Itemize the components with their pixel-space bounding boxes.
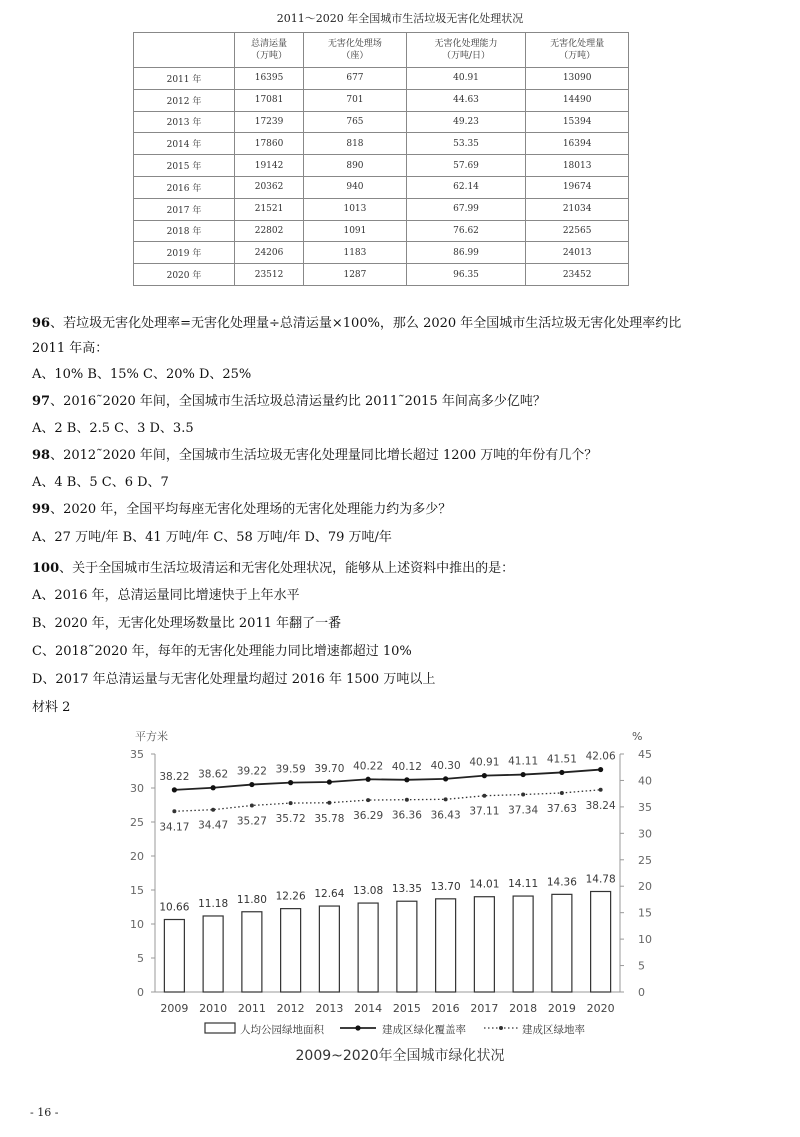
x-tick-label: 2011: [237, 1002, 266, 1015]
table-cell: 49.23: [406, 111, 526, 133]
table-header-cell: [134, 33, 235, 68]
table-cell: 22565: [526, 220, 629, 242]
coverage-data-label: 39.59: [275, 763, 306, 776]
header-line-2: （万吨/日）: [442, 51, 491, 61]
bar-data-label: 13.70: [430, 880, 461, 893]
green-space-data-label: 34.17: [159, 821, 190, 834]
question-number: 98: [32, 448, 51, 463]
coverage-data-label: 38.62: [198, 768, 229, 781]
question-98: [32, 444, 597, 463]
table-cell: 677: [304, 68, 407, 90]
table-row: [134, 133, 629, 155]
bar-per-capita-park-area: [591, 891, 611, 992]
bar-data-label: 14.11: [508, 878, 539, 891]
table-cell: 940: [304, 176, 407, 198]
green-space-data-label: 38.24: [585, 799, 616, 812]
bar-data-label: 12.26: [275, 890, 306, 903]
table-cell: 24013: [526, 242, 629, 264]
table-row: [134, 242, 629, 264]
chart-title: 2009~2020年全国城市绿化状况: [295, 1048, 505, 1064]
right-tick-label: 40: [638, 774, 652, 788]
x-tick-label: 2013: [315, 1002, 344, 1015]
table-cell: 701: [304, 89, 407, 111]
table-cell: 2011 年: [134, 68, 235, 90]
question-100: [32, 557, 514, 576]
table-row: [134, 198, 629, 220]
point-green-space-rate: [172, 809, 176, 813]
table-row: [134, 176, 629, 198]
point-coverage-rate: [598, 767, 603, 772]
table-cell: 18013: [526, 155, 629, 177]
green-space-data-label: 36.43: [430, 809, 461, 822]
table-cell: 16395: [235, 68, 304, 90]
coverage-data-label: 40.22: [353, 760, 384, 773]
bar-data-label: 13.08: [353, 885, 384, 898]
green-space-data-label: 35.27: [236, 815, 267, 828]
question-100-option-c: C、2018˜2020 年，每年的无害化处理能力同比增速都超过 10%: [32, 644, 412, 659]
left-tick-label: 0: [137, 986, 144, 999]
table-cell: 2012 年: [134, 89, 235, 111]
question-97-options: A、2 B、2.5 C、3 D、3.5: [32, 421, 194, 436]
header-line-1: 总清运量: [251, 39, 288, 49]
right-axis-label: %: [632, 730, 643, 743]
table-cell: 2019 年: [134, 242, 235, 264]
point-green-space-rate: [211, 808, 215, 812]
table-cell: 2020 年: [134, 264, 235, 286]
point-green-space-rate: [521, 793, 525, 797]
header-line-2: （万吨）: [251, 51, 288, 61]
table-cell: 17860: [235, 133, 304, 155]
bar-data-label: 14.78: [585, 873, 616, 886]
right-tick-label: 10: [638, 933, 652, 947]
point-coverage-rate: [249, 782, 254, 787]
question-96-options: A、10% B、15% C、20% D、25%: [32, 367, 252, 382]
point-green-space-rate: [250, 803, 254, 807]
legend-label: 建成区绿地率: [522, 1024, 585, 1036]
bar-per-capita-park-area: [319, 906, 339, 992]
question-100-option-b: B、2020 年，无害化处理场数量比 2011 年翻了一番: [32, 616, 342, 631]
table-row: [134, 89, 629, 111]
point-coverage-rate: [172, 787, 177, 792]
x-tick-label: 2014: [354, 1002, 383, 1015]
table-cell: 1013: [304, 198, 407, 220]
left-tick-label: 5: [137, 952, 144, 965]
question-text: 、2020 年，全国平均每座无害化处理场的无害化处理能力约为多少？: [50, 502, 452, 517]
right-tick-label: 0: [638, 986, 645, 999]
question-number: 97: [32, 394, 51, 409]
coverage-data-label: 40.30: [430, 759, 461, 772]
question-number: 99: [32, 502, 51, 517]
table-cell: 14490: [526, 89, 629, 111]
green-space-data-label: 36.36: [391, 809, 422, 822]
bar-per-capita-park-area: [513, 896, 533, 992]
right-tick-label: 35: [638, 800, 652, 814]
material-label: 材料 2: [32, 700, 71, 715]
table-cell: 20362: [235, 176, 304, 198]
legend-line-marker: [355, 1025, 360, 1030]
table-cell: 1091: [304, 220, 407, 242]
table-cell: 67.99: [406, 198, 526, 220]
table-header-cell: [406, 33, 526, 68]
table-cell: 890: [304, 155, 407, 177]
bar-per-capita-park-area: [474, 897, 494, 992]
table-cell: 2018 年: [134, 220, 235, 242]
bar-data-label: 11.18: [198, 897, 229, 910]
table-cell: 16394: [526, 133, 629, 155]
bar-data-label: 11.80: [236, 893, 267, 906]
bar-data-label: 14.01: [469, 878, 500, 891]
table-cell: 2015 年: [134, 155, 235, 177]
table-cell: 15394: [526, 111, 629, 133]
coverage-data-label: 41.11: [508, 755, 539, 768]
right-tick-label: 30: [638, 827, 652, 841]
table-cell: 21521: [235, 198, 304, 220]
bar-per-capita-park-area: [203, 916, 223, 992]
table-row: [134, 264, 629, 286]
coverage-data-label: 41.51: [546, 753, 577, 766]
bar-per-capita-park-area: [164, 920, 184, 992]
coverage-data-label: 39.22: [236, 765, 267, 778]
point-coverage-rate: [443, 776, 448, 781]
table-cell: 57.69: [406, 155, 526, 177]
bar-per-capita-park-area: [397, 901, 417, 992]
table-cell: 86.99: [406, 242, 526, 264]
point-green-space-rate: [444, 797, 448, 801]
table-cell: 40.91: [406, 68, 526, 90]
question-99-options: A、27 万吨/年 B、41 万吨/年 C、58 万吨/年 D、79 万吨/年: [32, 530, 392, 545]
bar-per-capita-park-area: [436, 899, 456, 992]
table-header-cell: [526, 33, 629, 68]
x-tick-label: 2018: [509, 1002, 538, 1015]
table-cell: 2013 年: [134, 111, 235, 133]
x-tick-label: 2012: [276, 1002, 305, 1015]
x-tick-label: 2010: [199, 1002, 228, 1015]
greening-chart: [0, 720, 800, 1075]
table-cell: 53.35: [406, 133, 526, 155]
table-cell: 24206: [235, 242, 304, 264]
green-space-data-label: 37.63: [546, 802, 577, 815]
left-tick-label: 35: [130, 748, 144, 761]
header-line-1: 无害化处理量: [550, 39, 605, 49]
question-text: 、关于全国城市生活垃圾清运和无害化处理状况，能够从上述资料中推出的是：: [59, 561, 515, 576]
question-98-options: A、4 B、5 C、6 D、7: [32, 475, 169, 490]
point-coverage-rate: [404, 777, 409, 782]
point-coverage-rate: [482, 773, 487, 778]
point-green-space-rate: [327, 801, 331, 805]
question-number: 96: [32, 316, 51, 331]
table-cell: 76.62: [406, 220, 526, 242]
table-cell: 17239: [235, 111, 304, 133]
data-table: [133, 32, 629, 286]
header-line-1: 无害化处理场: [327, 39, 382, 49]
table-header-cell: [304, 33, 407, 68]
table-row: [134, 111, 629, 133]
legend-dotted-marker: [499, 1026, 503, 1030]
left-tick-label: 10: [130, 918, 144, 931]
right-tick-label: 15: [638, 906, 652, 920]
question-text: 、2012˜2020 年间，全国城市生活垃圾无害化处理量同比增长超过 1200 万吨的年份有几个？: [50, 448, 598, 463]
header-line-1: 无害化处理能力: [434, 39, 498, 49]
right-tick-label: 5: [638, 959, 645, 973]
table-cell: 2014 年: [134, 133, 235, 155]
left-axis-label: 平方米: [135, 730, 168, 743]
bar-data-label: 13.35: [391, 883, 422, 896]
question-96: [32, 312, 681, 331]
table-cell: 1183: [304, 242, 407, 264]
point-coverage-rate: [366, 777, 371, 782]
table-row: [134, 220, 629, 242]
point-green-space-rate: [289, 801, 293, 805]
bar-per-capita-park-area: [281, 909, 301, 992]
x-tick-label: 2009: [160, 1002, 189, 1015]
legend-label: 人均公园绿地面积: [240, 1024, 324, 1036]
table-cell: 2016 年: [134, 176, 235, 198]
table-cell: 21034: [526, 198, 629, 220]
bar-data-label: 10.66: [159, 901, 190, 914]
green-space-data-label: 35.72: [275, 813, 306, 826]
table-cell: 19674: [526, 176, 629, 198]
left-tick-label: 30: [130, 782, 144, 795]
bar-data-label: 14.36: [546, 876, 577, 889]
coverage-data-label: 38.22: [159, 770, 190, 783]
question-100-option-a: A、2016 年，总清运量同比增速快于上年水平: [32, 588, 300, 603]
point-green-space-rate: [366, 798, 370, 802]
question-99: [32, 498, 451, 517]
x-tick-label: 2020: [586, 1002, 615, 1015]
table-cell: 62.14: [406, 176, 526, 198]
coverage-data-label: 40.12: [391, 760, 422, 773]
right-tick-label: 25: [638, 853, 652, 867]
question-text: 、2016˜2020 年间，全国城市生活垃圾总清运量约比 2011˜2015 年间高多少亿吨？: [50, 394, 546, 409]
left-tick-label: 25: [130, 816, 144, 829]
green-space-data-label: 36.29: [353, 810, 384, 823]
question-100-option-d: D、2017 年总清运量与无害化处理量均超过 2016 年 1500 万吨以上: [32, 672, 436, 687]
table-cell: 22802: [235, 220, 304, 242]
table-header-cell: [235, 33, 304, 68]
table-cell: 13090: [526, 68, 629, 90]
green-space-data-label: 35.78: [314, 812, 345, 825]
green-space-data-label: 34.47: [198, 819, 229, 832]
left-tick-label: 15: [130, 884, 144, 897]
point-coverage-rate: [559, 770, 564, 775]
point-green-space-rate: [599, 788, 603, 792]
table-cell: 23512: [235, 264, 304, 286]
point-green-space-rate: [405, 798, 409, 802]
bar-data-label: 12.64: [314, 888, 345, 901]
point-coverage-rate: [211, 785, 216, 790]
left-tick-label: 20: [130, 850, 144, 863]
table-row: [134, 155, 629, 177]
table-cell: 1287: [304, 264, 407, 286]
page-number: - 16 -: [30, 1106, 59, 1119]
right-tick-label: 20: [638, 880, 652, 894]
legend-label: 建成区绿化覆盖率: [382, 1024, 466, 1036]
table-cell: 2017 年: [134, 198, 235, 220]
table-cell: 818: [304, 133, 407, 155]
question-96-cont: 2011 年高：: [32, 341, 109, 356]
point-coverage-rate: [288, 780, 293, 785]
bar-per-capita-park-area: [242, 912, 262, 992]
table-title: 2011～2020 年全国城市生活垃圾无害化处理状况: [276, 12, 524, 25]
bar-per-capita-park-area: [552, 894, 572, 992]
point-green-space-rate: [560, 791, 564, 795]
coverage-data-label: 42.06: [585, 750, 616, 763]
header-line-2: （座）: [341, 51, 369, 61]
coverage-data-label: 40.91: [469, 756, 500, 769]
x-tick-label: 2017: [470, 1002, 499, 1015]
table-row: [134, 68, 629, 90]
green-space-data-label: 37.11: [469, 805, 500, 818]
x-tick-label: 2016: [431, 1002, 460, 1015]
question-97: [32, 390, 546, 409]
x-tick-label: 2015: [392, 1002, 421, 1015]
question-text: 、若垃圾无害化处理率=无害化处理量÷总清运量×100%，那么 2020 年全国城市生活垃圾无害化处理率约比: [50, 316, 682, 331]
table-cell: 44.63: [406, 89, 526, 111]
bar-per-capita-park-area: [358, 903, 378, 992]
table-cell: 23452: [526, 264, 629, 286]
table-cell: 765: [304, 111, 407, 133]
point-coverage-rate: [521, 772, 526, 777]
green-space-data-label: 37.34: [508, 804, 539, 817]
x-tick-label: 2019: [547, 1002, 576, 1015]
coverage-data-label: 39.70: [314, 763, 345, 776]
table-cell: 96.35: [406, 264, 526, 286]
point-coverage-rate: [327, 779, 332, 784]
header-line-2: （万吨）: [559, 51, 596, 61]
point-green-space-rate: [482, 794, 486, 798]
legend-bar-swatch: [205, 1023, 235, 1033]
table-cell: 19142: [235, 155, 304, 177]
question-number: 100: [32, 561, 60, 576]
right-tick-label: 45: [638, 748, 652, 761]
table-cell: 17081: [235, 89, 304, 111]
